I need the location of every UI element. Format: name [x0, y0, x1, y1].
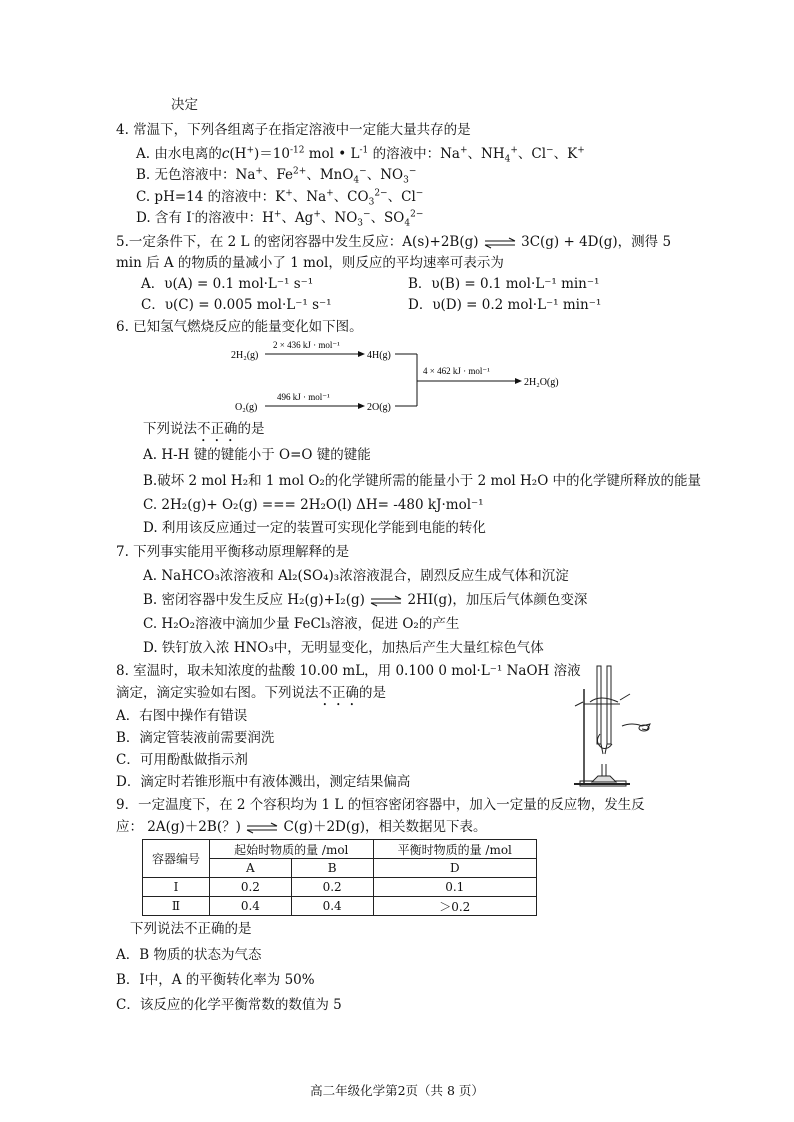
q6-option-d: D. 利用该反应通过一定的装置可实现化学能到电能的转化 — [143, 520, 486, 536]
q5-option-c: C．υ(C) = 0.005 mol·L⁻¹ s⁻¹ — [141, 297, 332, 313]
q9-option-b: B．I中，A 的平衡转化率为 50% — [116, 972, 315, 988]
q4-option-a: A. 由水电离的$c(H^+)=10^{-12}$ mol • $L^{-1}$ 的溶液中：Na+、$NH_4^+$、Cl−、K+ — [136, 145, 585, 165]
q4-option-c: C. pH=14 的溶液中：K+、Na+、$CO_3^{2-}$、Cl− — [136, 188, 424, 208]
diagram-product-label: 2H₂O(g) — [524, 377, 559, 388]
q7-option-c: C. H₂O₂溶液中滴加少量 FeCl₃溶液，促进 O₂的产生 — [143, 616, 460, 632]
question-9-stem-2: 应： 2A(g)＋2B(？) C(g)＋2D(g)，相关数据见下表。 — [116, 819, 487, 835]
table-row: Ⅰ 0.2 0.2 0.1 — [143, 878, 537, 897]
diagram-h2-arrow-label: 2 × 436 kJ · mol⁻¹ — [273, 340, 340, 350]
question-6-stem: 6. 已知氢气燃烧反应的能量变化如下图。 — [116, 319, 363, 335]
q8-option-c: C．可用酚酞做指示剂 — [116, 752, 248, 768]
q5-option-b: B．υ(B) = 0.1 mol·L⁻¹ min⁻¹ — [408, 276, 600, 292]
q9-option-a: A．B 物质的状态为气态 — [116, 947, 262, 963]
q8-option-b: B．滴定管装液前需要润洗 — [116, 730, 275, 746]
q6-option-c: C. 2H₂(g)+ O₂(g) === 2H₂O(l) ΔH= -480 kJ·mol⁻¹ — [143, 497, 484, 513]
question-5-stem: 5.一定条件下，在 2 L 的密闭容器中发生反应：A(s)+2B(g) 3C(g) + 4D(g)，测得 5 — [116, 234, 672, 250]
question-5-stem-2: min 后 A 的物质的量减小了 1 mol，则反应的平均速率可表示为 — [116, 255, 504, 271]
diagram-h-label: 4H(g) — [367, 350, 391, 361]
q5-option-a: A．υ(A) = 0.1 mol·L⁻¹ s⁻¹ — [141, 276, 314, 292]
q4-option-d: D. 含有 I-的溶液中：H+、Ag+、$NO_3^-$、$SO_4^{2-}$ — [136, 209, 424, 229]
question-4-stem: 4. 常温下，下列各组离子在指定溶液中一定能大量共存的是 — [116, 122, 471, 138]
table-subheader-d: D — [373, 859, 537, 878]
question-8-stem-2: 滴定，滴定实验如右图。下列说法不正确的是 — [116, 685, 386, 701]
table-header-start: 起始时物质的量 /mol — [210, 840, 374, 859]
question-8-stem: 8. 室温时，取未知浓度的盐酸 10.00 mL，用 0.100 0 mol·L⁻¹ NaOH 溶液 — [116, 663, 581, 679]
energy-diagram — [225, 336, 575, 418]
q9-option-c: C．该反应的化学平衡常数的数值为 5 — [116, 997, 342, 1013]
q8-option-a: A．右图中操作有错误 — [116, 708, 248, 724]
question-7-stem: 7. 下列事实能用平衡移动原理解释的是 — [116, 544, 350, 560]
table-header-equilibrium: 平衡时物质的量 /mol — [373, 840, 537, 859]
q8-option-d: D．滴定时若锥形瓶中有液体溅出，测定结果偏高 — [116, 774, 411, 790]
table-subheader-a: A — [210, 859, 292, 878]
diagram-h2-label: 2H₂(g) — [231, 350, 259, 361]
table-row: Ⅱ 0.4 0.4 ＞0.2 — [143, 897, 537, 916]
page-footer: 高二年级化学第2页（共 8 页） — [310, 1083, 484, 1098]
equilibrium-arrow-icon — [483, 237, 517, 249]
data-table — [142, 839, 537, 916]
q5-option-d: D．υ(D) = 0.2 mol·L⁻¹ min⁻¹ — [408, 297, 602, 313]
q7-option-b: B. 密闭容器中发生反应 H₂(g)+I₂(g) 2HI(g)，加压后气体颜色变深 — [143, 592, 588, 608]
q6-option-b: B.破坏 2 mol H₂和 1 mol O₂的化学键所需的能量小于 2 mol H₂O 中的化学键所释放的能量 — [143, 473, 702, 489]
table-subheader-b: B — [291, 859, 373, 878]
diagram-o-label: 2O(g) — [367, 402, 391, 413]
diagram-o2-label: O₂(g) — [235, 402, 258, 413]
diagram-combine-arrow-label: 4 × 462 kJ · mol⁻¹ — [423, 366, 490, 376]
equilibrium-arrow-icon — [245, 822, 279, 834]
q4-option-b: B. 无色溶液中：Na+、$Fe^{2+}$、MnO$_4$−、$NO_3^-$ — [136, 166, 417, 186]
q6-prompt: 下列说法不正确的是 — [143, 421, 265, 437]
diagram-o2-arrow-label: 496 kJ · mol⁻¹ — [277, 392, 330, 402]
q7-option-a: A. NaHCO₃浓溶液和 Al₂(SO₄)₃浓溶液混合，剧烈反应生成气体和沉淀 — [143, 568, 569, 584]
q6-option-a: A. H-H 键的键能小于 O=O 键的键能 — [143, 447, 371, 463]
q9-prompt: 下列说法不正确的是 — [130, 921, 252, 937]
q7-option-d: D. 铁钉放入浓 HNO₃中，无明显变化，加热后产生大量红棕色气体 — [143, 640, 544, 656]
text-fragment: 决定 — [171, 97, 198, 113]
table-header-container: 容器编号 — [143, 840, 210, 878]
question-9-stem: 9．一定温度下，在 2 个容积均为 1 L 的恒容密闭容器中，加入一定量的反应物，发生反 — [116, 797, 645, 813]
titration-apparatus-image — [570, 664, 660, 794]
equilibrium-arrow-icon — [369, 595, 403, 607]
